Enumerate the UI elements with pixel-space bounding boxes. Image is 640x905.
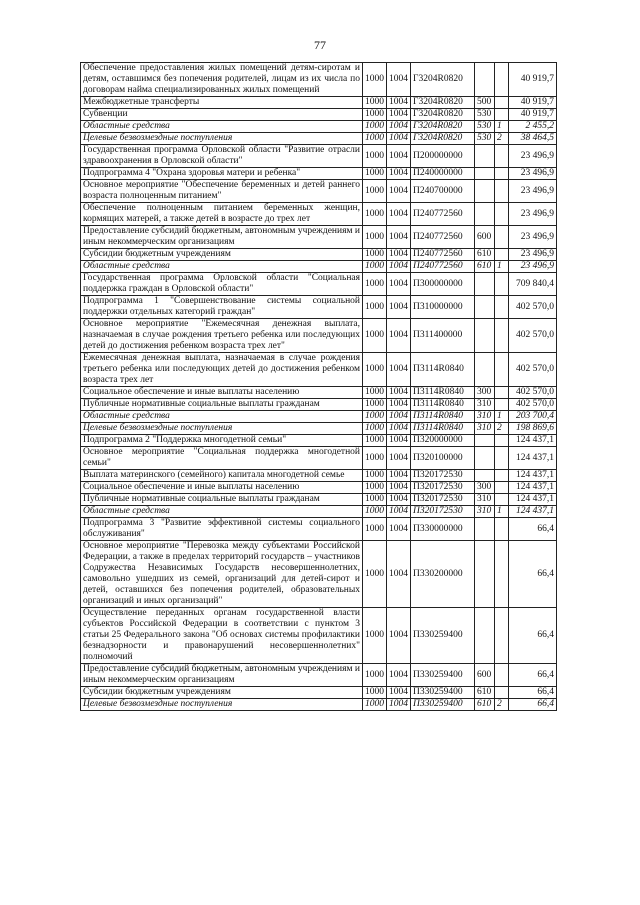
row-expense-type: 310 bbox=[475, 494, 495, 506]
row-description: Публичные нормативные социальные выплаты гражданам bbox=[81, 399, 363, 411]
row-section-code: 1004 bbox=[387, 203, 411, 226]
row-section-code: 1004 bbox=[387, 541, 411, 608]
row-expense-type: 600 bbox=[475, 226, 495, 249]
row-amount: 2 455,2 bbox=[509, 121, 557, 133]
row-funding-source bbox=[495, 353, 509, 387]
row-section-code: 1004 bbox=[387, 133, 411, 145]
row-section-code: 1004 bbox=[387, 447, 411, 470]
row-section-code: 1004 bbox=[387, 435, 411, 447]
row-amount: 23 496,9 bbox=[509, 145, 557, 168]
row-target-article: П200000000 bbox=[411, 145, 475, 168]
row-section-code: 1004 bbox=[387, 482, 411, 494]
row-section-code: 1004 bbox=[387, 296, 411, 319]
row-ministry-code: 1000 bbox=[363, 470, 387, 482]
row-description: Государственная программа Орловской области "Социальная поддержка граждан в Орловской области" bbox=[81, 273, 363, 296]
row-amount: 66,4 bbox=[509, 687, 557, 699]
row-description: Ежемесячная денежная выплата, назначаемая в случае рождения третьего ребенка или последующих детей до достижения ребенком возраста трех лет bbox=[81, 353, 363, 387]
row-ministry-code: 1000 bbox=[363, 541, 387, 608]
table-row bbox=[81, 399, 557, 411]
row-funding-source bbox=[495, 180, 509, 203]
row-target-article: П310000000 bbox=[411, 296, 475, 319]
row-funding-source: 1 bbox=[495, 411, 509, 423]
row-section-code: 1004 bbox=[387, 121, 411, 133]
row-target-article: П3114R0840 bbox=[411, 423, 475, 435]
row-description: Основное мероприятие "Ежемесячная денежная выплата, назначаемая в случае рождения третьего ребенка или последующих детей до достижения ребенком возраста трех лет" bbox=[81, 319, 363, 353]
row-description: Социальное обеспечение и иные выплаты населению bbox=[81, 387, 363, 399]
row-section-code: 1004 bbox=[387, 664, 411, 687]
table-row bbox=[81, 319, 557, 353]
row-amount: 198 869,6 bbox=[509, 423, 557, 435]
row-amount: 402 570,0 bbox=[509, 296, 557, 319]
row-amount: 23 496,9 bbox=[509, 226, 557, 249]
row-section-code: 1004 bbox=[387, 261, 411, 273]
row-funding-source bbox=[495, 273, 509, 296]
row-description: Подпрограмма 2 "Поддержка многодетной семьи" bbox=[81, 435, 363, 447]
row-ministry-code: 1000 bbox=[363, 608, 387, 664]
row-ministry-code: 1000 bbox=[363, 664, 387, 687]
row-amount: 402 570,0 bbox=[509, 387, 557, 399]
row-ministry-code: 1000 bbox=[363, 121, 387, 133]
row-amount: 402 570,0 bbox=[509, 399, 557, 411]
row-section-code: 1004 bbox=[387, 494, 411, 506]
row-description: Субсидии бюджетным учреждениям bbox=[81, 687, 363, 699]
row-description: Предоставление субсидий бюджетным, автономным учреждениям и иным некоммерческим организациям bbox=[81, 226, 363, 249]
row-expense-type bbox=[475, 180, 495, 203]
row-amount: 23 496,9 bbox=[509, 168, 557, 180]
row-description: Социальное обеспечение и иные выплаты населению bbox=[81, 482, 363, 494]
row-target-article: П320000000 bbox=[411, 435, 475, 447]
row-target-article: П320100000 bbox=[411, 447, 475, 470]
row-description: Обеспечение предоставления жилых помещений детям-сиротам и детям, оставшимся без попечения родителей, лицам из их числа по договорам найма специализированных жилых помещений bbox=[81, 63, 363, 97]
row-section-code: 1004 bbox=[387, 273, 411, 296]
row-target-article: П240000000 bbox=[411, 168, 475, 180]
row-funding-source: 1 bbox=[495, 121, 509, 133]
table-row bbox=[81, 494, 557, 506]
row-ministry-code: 1000 bbox=[363, 506, 387, 518]
row-ministry-code: 1000 bbox=[363, 411, 387, 423]
row-funding-source: 2 bbox=[495, 133, 509, 145]
row-section-code: 1004 bbox=[387, 319, 411, 353]
row-section-code: 1004 bbox=[387, 506, 411, 518]
row-target-article: П3114R0840 bbox=[411, 399, 475, 411]
row-amount: 38 464,5 bbox=[509, 133, 557, 145]
row-target-article: Г3204R0820 bbox=[411, 133, 475, 145]
row-funding-source bbox=[495, 109, 509, 121]
row-expense-type: 610 bbox=[475, 699, 495, 711]
row-funding-source bbox=[495, 168, 509, 180]
row-funding-source bbox=[495, 541, 509, 608]
row-amount: 23 496,9 bbox=[509, 261, 557, 273]
row-section-code: 1004 bbox=[387, 353, 411, 387]
row-amount: 124 437,1 bbox=[509, 482, 557, 494]
row-funding-source bbox=[495, 226, 509, 249]
table-row bbox=[81, 664, 557, 687]
table-row bbox=[81, 608, 557, 664]
budget-table bbox=[80, 62, 557, 711]
row-amount: 23 496,9 bbox=[509, 203, 557, 226]
row-expense-type bbox=[475, 63, 495, 97]
row-funding-source bbox=[495, 63, 509, 97]
row-description: Областные средства bbox=[81, 506, 363, 518]
row-target-article: П330259400 bbox=[411, 699, 475, 711]
row-target-article: П240772560 bbox=[411, 203, 475, 226]
row-target-article: П320172530 bbox=[411, 470, 475, 482]
row-expense-type bbox=[475, 608, 495, 664]
table-row bbox=[81, 226, 557, 249]
row-funding-source: 2 bbox=[495, 423, 509, 435]
row-description: Обеспечение полноценным питанием беременных женщин, кормящих матерей, а также детей в возрасте до трех лет bbox=[81, 203, 363, 226]
row-section-code: 1004 bbox=[387, 470, 411, 482]
row-target-article: Г3204R0820 bbox=[411, 109, 475, 121]
row-description: Подпрограмма 3 "Развитие эффективной системы социального обслуживания" bbox=[81, 518, 363, 541]
row-description: Основное мероприятие "Социальная поддержка многодетной семьи" bbox=[81, 447, 363, 470]
row-description: Государственная программа Орловской области "Развитие отрасли здравоохранения в Орловской области" bbox=[81, 145, 363, 168]
row-funding-source bbox=[495, 435, 509, 447]
row-amount: 124 437,1 bbox=[509, 470, 557, 482]
row-target-article: П300000000 bbox=[411, 273, 475, 296]
row-description: Подпрограмма 4 "Охрана здоровья матери и ребенка" bbox=[81, 168, 363, 180]
row-funding-source bbox=[495, 470, 509, 482]
row-expense-type bbox=[475, 319, 495, 353]
table-row bbox=[81, 249, 557, 261]
row-ministry-code: 1000 bbox=[363, 145, 387, 168]
row-target-article: Г3204R0820 bbox=[411, 97, 475, 109]
row-amount: 709 840,4 bbox=[509, 273, 557, 296]
row-target-article: П320172530 bbox=[411, 506, 475, 518]
row-ministry-code: 1000 bbox=[363, 494, 387, 506]
row-target-article: П330000000 bbox=[411, 518, 475, 541]
row-expense-type: 310 bbox=[475, 423, 495, 435]
row-section-code: 1004 bbox=[387, 387, 411, 399]
row-section-code: 1004 bbox=[387, 109, 411, 121]
row-ministry-code: 1000 bbox=[363, 168, 387, 180]
row-ministry-code: 1000 bbox=[363, 319, 387, 353]
row-amount: 66,4 bbox=[509, 664, 557, 687]
row-target-article: П3114R0840 bbox=[411, 387, 475, 399]
row-section-code: 1004 bbox=[387, 145, 411, 168]
row-ministry-code: 1000 bbox=[363, 687, 387, 699]
row-expense-type: 500 bbox=[475, 97, 495, 109]
row-ministry-code: 1000 bbox=[363, 273, 387, 296]
row-funding-source bbox=[495, 494, 509, 506]
row-ministry-code: 1000 bbox=[363, 423, 387, 435]
row-ministry-code: 1000 bbox=[363, 203, 387, 226]
row-ministry-code: 1000 bbox=[363, 296, 387, 319]
row-target-article: П3114R0840 bbox=[411, 411, 475, 423]
row-funding-source bbox=[495, 687, 509, 699]
row-amount: 124 437,1 bbox=[509, 506, 557, 518]
row-expense-type bbox=[475, 273, 495, 296]
row-funding-source bbox=[495, 296, 509, 319]
row-funding-source bbox=[495, 608, 509, 664]
row-ministry-code: 1000 bbox=[363, 249, 387, 261]
table-row bbox=[81, 273, 557, 296]
row-amount: 40 919,7 bbox=[509, 97, 557, 109]
row-description: Публичные нормативные социальные выплаты гражданам bbox=[81, 494, 363, 506]
row-expense-type bbox=[475, 470, 495, 482]
row-funding-source bbox=[495, 482, 509, 494]
row-expense-type: 310 bbox=[475, 411, 495, 423]
table-row bbox=[81, 435, 557, 447]
row-amount: 40 919,7 bbox=[509, 63, 557, 97]
row-amount: 66,4 bbox=[509, 608, 557, 664]
row-description: Областные средства bbox=[81, 261, 363, 273]
row-section-code: 1004 bbox=[387, 699, 411, 711]
row-ministry-code: 1000 bbox=[363, 63, 387, 97]
row-description: Основное мероприятие "Обеспечение беременных и детей раннего возраста полноценным питанием" bbox=[81, 180, 363, 203]
row-amount: 66,4 bbox=[509, 518, 557, 541]
table-row bbox=[81, 518, 557, 541]
row-ministry-code: 1000 bbox=[363, 518, 387, 541]
row-section-code: 1004 bbox=[387, 423, 411, 435]
row-funding-source bbox=[495, 319, 509, 353]
row-target-article: П320172530 bbox=[411, 494, 475, 506]
row-amount: 23 496,9 bbox=[509, 180, 557, 203]
row-section-code: 1004 bbox=[387, 63, 411, 97]
row-ministry-code: 1000 bbox=[363, 109, 387, 121]
row-target-article: П311400000 bbox=[411, 319, 475, 353]
row-expense-type: 610 bbox=[475, 249, 495, 261]
row-target-article: П330259400 bbox=[411, 664, 475, 687]
row-description: Предоставление субсидий бюджетным, автономным учреждениям и иным некоммерческим организациям bbox=[81, 664, 363, 687]
row-description: Субвенции bbox=[81, 109, 363, 121]
row-description: Целевые безвозмездные поступления bbox=[81, 423, 363, 435]
page-number: 77 bbox=[314, 38, 326, 52]
table-row bbox=[81, 145, 557, 168]
table-row bbox=[81, 133, 557, 145]
table-body bbox=[81, 63, 557, 711]
row-description: Областные средства bbox=[81, 121, 363, 133]
row-target-article: Г3204R0820 bbox=[411, 63, 475, 97]
row-ministry-code: 1000 bbox=[363, 699, 387, 711]
row-section-code: 1004 bbox=[387, 168, 411, 180]
row-description: Областные средства bbox=[81, 411, 363, 423]
row-ministry-code: 1000 bbox=[363, 387, 387, 399]
row-amount: 203 700,4 bbox=[509, 411, 557, 423]
row-section-code: 1004 bbox=[387, 180, 411, 203]
row-section-code: 1004 bbox=[387, 518, 411, 541]
table-row bbox=[81, 506, 557, 518]
row-amount: 124 437,1 bbox=[509, 494, 557, 506]
row-description: Межбюджетные трансферты bbox=[81, 97, 363, 109]
row-funding-source: 1 bbox=[495, 261, 509, 273]
row-ministry-code: 1000 bbox=[363, 97, 387, 109]
row-expense-type: 610 bbox=[475, 261, 495, 273]
row-ministry-code: 1000 bbox=[363, 261, 387, 273]
row-ministry-code: 1000 bbox=[363, 353, 387, 387]
table-row bbox=[81, 411, 557, 423]
row-funding-source bbox=[495, 447, 509, 470]
table-row bbox=[81, 109, 557, 121]
table-row bbox=[81, 447, 557, 470]
table-row bbox=[81, 203, 557, 226]
table-row bbox=[81, 699, 557, 711]
table-row bbox=[81, 296, 557, 319]
row-expense-type: 530 bbox=[475, 109, 495, 121]
row-target-article: П330259400 bbox=[411, 687, 475, 699]
row-amount: 66,4 bbox=[509, 699, 557, 711]
row-funding-source bbox=[495, 387, 509, 399]
row-expense-type: 610 bbox=[475, 687, 495, 699]
row-funding-source bbox=[495, 518, 509, 541]
row-target-article: П3114R0840 bbox=[411, 353, 475, 387]
row-ministry-code: 1000 bbox=[363, 133, 387, 145]
row-expense-type bbox=[475, 145, 495, 168]
row-target-article: П240700000 bbox=[411, 180, 475, 203]
table-row bbox=[81, 180, 557, 203]
row-ministry-code: 1000 bbox=[363, 482, 387, 494]
row-description: Субсидии бюджетным учреждениям bbox=[81, 249, 363, 261]
row-funding-source bbox=[495, 399, 509, 411]
table-row bbox=[81, 168, 557, 180]
row-target-article: П240772560 bbox=[411, 261, 475, 273]
row-ministry-code: 1000 bbox=[363, 447, 387, 470]
row-target-article: П240772560 bbox=[411, 249, 475, 261]
row-funding-source bbox=[495, 145, 509, 168]
row-description: Целевые безвозмездные поступления bbox=[81, 699, 363, 711]
table-row bbox=[81, 482, 557, 494]
row-expense-type: 310 bbox=[475, 399, 495, 411]
row-amount: 402 570,0 bbox=[509, 319, 557, 353]
row-description: Осуществление переданных органам государственной власти субъектов Российской Федерации в соответствии с пунктом 3 статьи 25 Федерального закона "Об основах системы профилактики безнадзорности и правонарушений несовершеннолетних" полномочий bbox=[81, 608, 363, 664]
row-target-article: П240772560 bbox=[411, 226, 475, 249]
row-funding-source: 1 bbox=[495, 506, 509, 518]
table-row bbox=[81, 121, 557, 133]
row-description: Подпрограмма 1 "Совершенствование системы социальной поддержки отдельных категорий граждан" bbox=[81, 296, 363, 319]
row-expense-type: 310 bbox=[475, 506, 495, 518]
row-funding-source bbox=[495, 249, 509, 261]
row-section-code: 1004 bbox=[387, 226, 411, 249]
row-ministry-code: 1000 bbox=[363, 399, 387, 411]
row-expense-type bbox=[475, 168, 495, 180]
row-amount: 40 919,7 bbox=[509, 109, 557, 121]
table-row bbox=[81, 687, 557, 699]
row-section-code: 1004 bbox=[387, 411, 411, 423]
row-expense-type: 300 bbox=[475, 482, 495, 494]
row-target-article: П320172530 bbox=[411, 482, 475, 494]
row-expense-type bbox=[475, 447, 495, 470]
row-expense-type: 530 bbox=[475, 121, 495, 133]
row-expense-type bbox=[475, 518, 495, 541]
table-row bbox=[81, 261, 557, 273]
table-row bbox=[81, 353, 557, 387]
table-row bbox=[81, 470, 557, 482]
row-description: Основное мероприятие "Перевозка между субъектами Российской Федерации, а также в пределах территорий государств – участников Содружества Независимых Государств несовершеннолетних, самовольно ушедших из семей, организаций для детей-сирот и детей, оставшихся без попечения родителей, образовательных организаций и иных организаций" bbox=[81, 541, 363, 608]
row-amount: 23 496,9 bbox=[509, 249, 557, 261]
row-amount: 66,4 bbox=[509, 541, 557, 608]
row-funding-source bbox=[495, 203, 509, 226]
table-row bbox=[81, 387, 557, 399]
row-expense-type bbox=[475, 541, 495, 608]
row-ministry-code: 1000 bbox=[363, 180, 387, 203]
row-ministry-code: 1000 bbox=[363, 226, 387, 249]
row-section-code: 1004 bbox=[387, 249, 411, 261]
row-funding-source bbox=[495, 97, 509, 109]
row-ministry-code: 1000 bbox=[363, 435, 387, 447]
row-expense-type: 530 bbox=[475, 133, 495, 145]
row-target-article: П330259400 bbox=[411, 608, 475, 664]
row-expense-type bbox=[475, 203, 495, 226]
row-target-article: Г3204R0820 bbox=[411, 121, 475, 133]
row-description: Целевые безвозмездные поступления bbox=[81, 133, 363, 145]
row-funding-source: 2 bbox=[495, 699, 509, 711]
row-expense-type: 600 bbox=[475, 664, 495, 687]
row-funding-source bbox=[495, 664, 509, 687]
row-target-article: П330200000 bbox=[411, 541, 475, 608]
row-expense-type bbox=[475, 296, 495, 319]
row-expense-type bbox=[475, 353, 495, 387]
table-row bbox=[81, 63, 557, 97]
row-section-code: 1004 bbox=[387, 608, 411, 664]
table-row bbox=[81, 541, 557, 608]
row-amount: 124 437,1 bbox=[509, 447, 557, 470]
row-expense-type bbox=[475, 435, 495, 447]
row-section-code: 1004 bbox=[387, 97, 411, 109]
row-section-code: 1004 bbox=[387, 687, 411, 699]
table-row bbox=[81, 423, 557, 435]
row-section-code: 1004 bbox=[387, 399, 411, 411]
row-amount: 402 570,0 bbox=[509, 353, 557, 387]
row-description: Выплата материнского (семейного) капитала многодетной семье bbox=[81, 470, 363, 482]
row-amount: 124 437,1 bbox=[509, 435, 557, 447]
table-row bbox=[81, 97, 557, 109]
row-expense-type: 300 bbox=[475, 387, 495, 399]
